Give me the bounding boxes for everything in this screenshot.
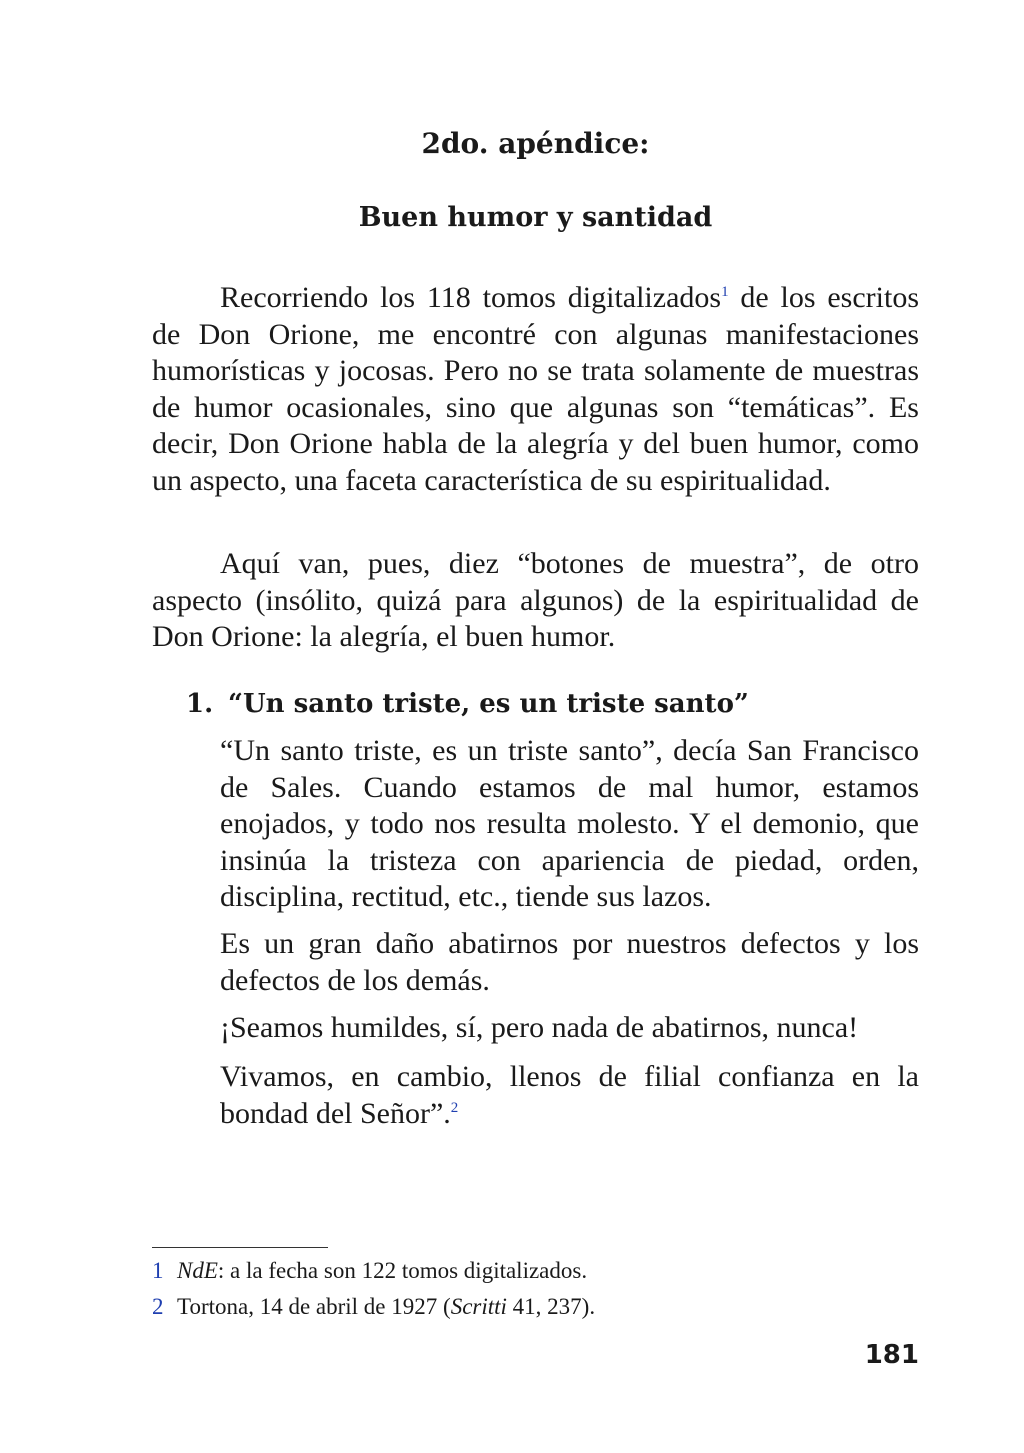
footnote-1-number[interactable]: 1: [152, 1258, 164, 1283]
footnote-1-abbrev: NdE: [177, 1258, 218, 1283]
intro-paragraph-1: [152, 280, 919, 499]
footnote-divider: [152, 1247, 328, 1248]
footnote-ref-1[interactable]: 1: [721, 284, 729, 300]
footnote-2-source: Scritti: [450, 1294, 507, 1319]
intro-paragraph-1-text-end: de los escritos de Don Orione, me encontré con algunas manifestaciones humorísticas y jocosas. Pero no se trata solamente de muestras de humor ocasionales, sino que algunas son “temáticas”. Es decir, Don Orione habla de la alegría y del buen humor, como un aspecto, una faceta característica de su espiritualidad.: [152, 281, 919, 497]
intro-paragraph-1-text-start: Recorriendo los 118 tomos digitalizados: [220, 281, 722, 314]
section-paragraph-1: “Un santo triste, es un triste santo”, decía San Francisco de Sales. Cuando estamos de mal humor, estamos enojados, y todo nos resulta molesto. Y el demonio, que insinúa la tristeza con apariencia de piedad, orden, disciplina, rectitud, etc., tiende sus lazos.: [220, 734, 919, 913]
section-paragraph-4-text: Vivamos, en cambio, llenos de filial confianza en la bondad del Señor”.: [220, 1060, 919, 1130]
footnote-2: [152, 1292, 919, 1322]
book-page: [152, 0, 919, 1453]
section-paragraph-2: Es un gran daño abatirnos por nuestros defectos y los defectos de los demás.: [220, 927, 919, 997]
section-heading-text: “Un santo triste, es un triste santo”: [228, 689, 749, 719]
appendix-subtitle: Buen humor y santidad: [358, 202, 713, 233]
footnote-2-number[interactable]: 2: [152, 1294, 164, 1319]
section-heading: [186, 686, 919, 722]
appendix-title: 2do. apéndice:: [421, 127, 650, 160]
page-number: 181: [864, 1340, 919, 1370]
footnote-2-text-end: 41, 237).: [506, 1294, 596, 1319]
section-paragraph-3: ¡Seamos humildes, sí, pero nada de abatirnos, nunca!: [220, 1011, 859, 1044]
section-number: 1.: [186, 689, 214, 719]
section-paragraph-4: [220, 1059, 919, 1132]
intro-paragraph-2: Aquí van, pues, diez “botones de muestra”, de otro aspecto (insólito, quizá para algunos) de la espiritualidad de Don Orione: la alegría, el buen humor.: [152, 547, 919, 653]
footnote-1: [152, 1256, 919, 1286]
footnote-ref-2[interactable]: 2: [450, 1099, 459, 1116]
footnote-1-text: : a la fecha son 122 tomos digitalizados.: [217, 1258, 588, 1283]
footnote-2-text-start: Tortona, 14 de abril de 1927 (: [177, 1294, 451, 1319]
